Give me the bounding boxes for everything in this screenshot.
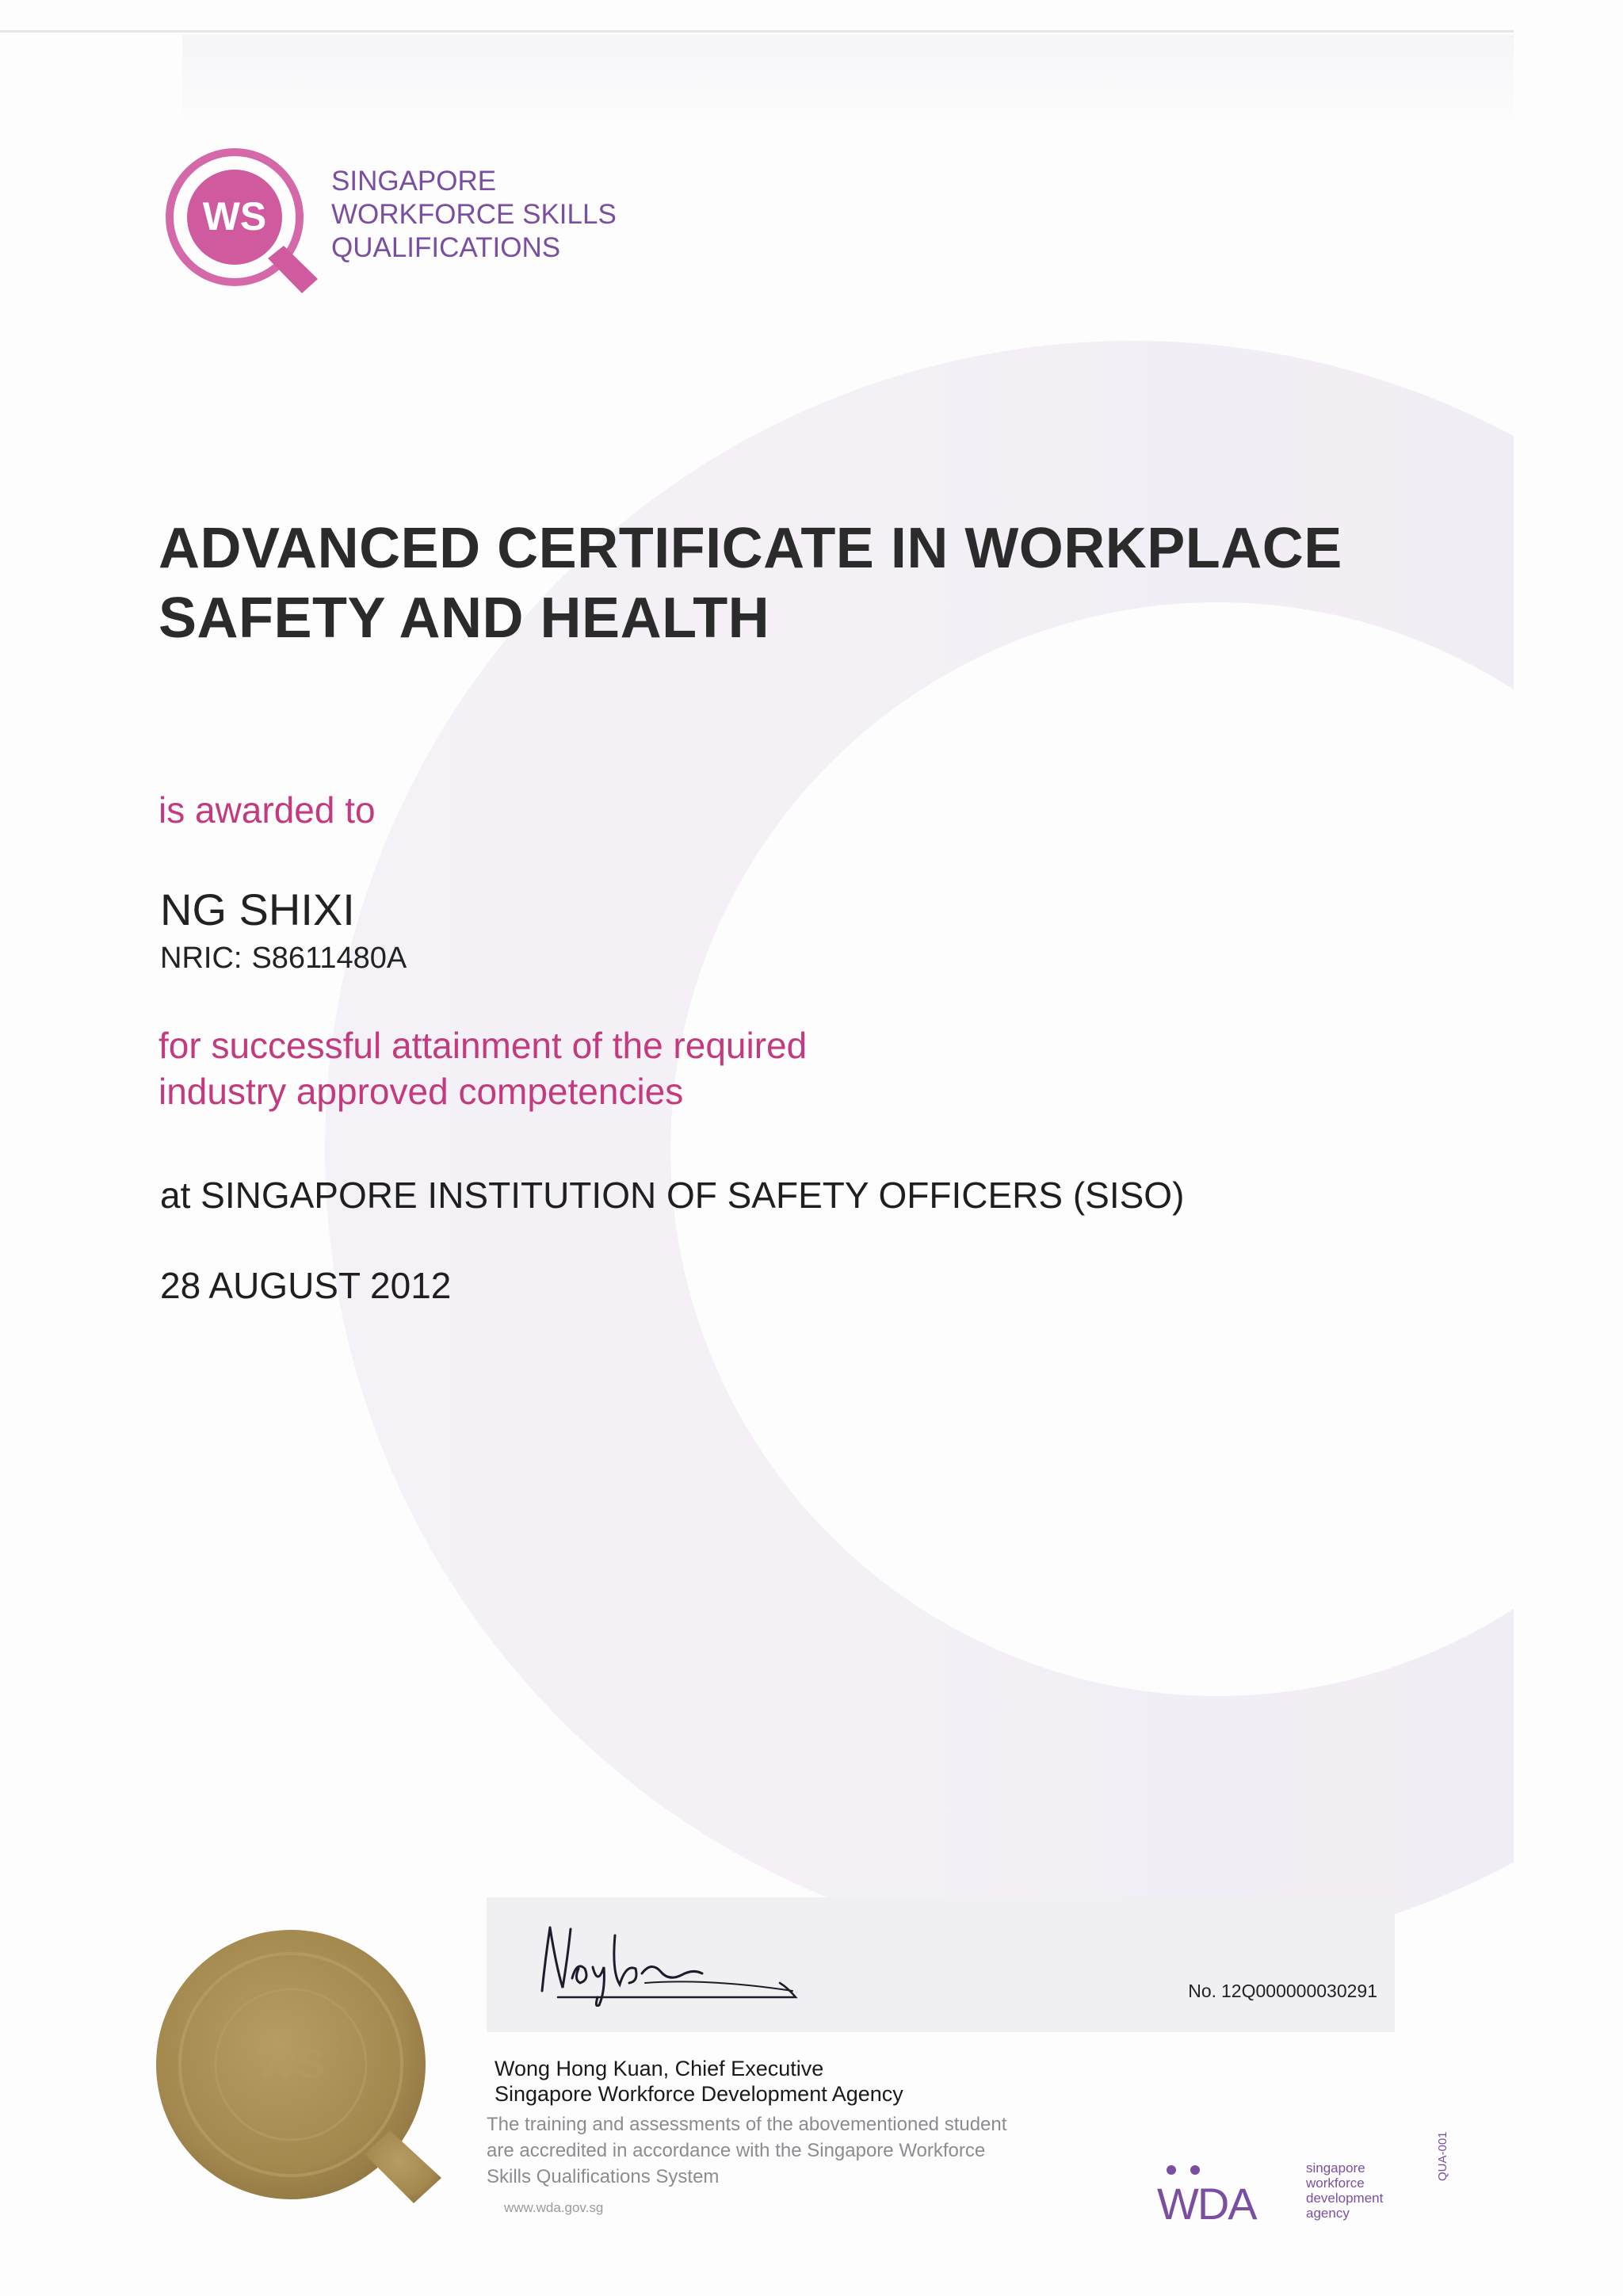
website-link: www.wda.gov.sg: [504, 2200, 604, 2215]
wda-logo-mark: [1154, 2157, 1281, 2229]
signatory-line: Singapore Workforce Development Agency: [495, 2082, 903, 2106]
accreditation-line: The training and assessments of the abovementioned student: [487, 2114, 1007, 2135]
certificate-number-value: 12Q000000030291: [1221, 1981, 1377, 2001]
certificate-title-line: SAFETY AND HEALTH: [158, 586, 770, 650]
seal-letters: WS: [256, 2040, 326, 2088]
wda-word: singapore: [1306, 2160, 1365, 2176]
recipient-nric: [160, 940, 407, 976]
wda-logo-letters: WDA: [1157, 2179, 1256, 2229]
wsq-logo-mark: [155, 139, 330, 298]
attainment-text: [158, 1022, 807, 1114]
wda-word: agency: [1306, 2206, 1350, 2221]
signature-image: [526, 1912, 819, 2007]
wsq-logo-line: QUALIFICATIONS: [331, 232, 561, 263]
wsq-logo: [155, 139, 663, 298]
signatory-block: [495, 2056, 903, 2107]
gold-seal: [152, 1926, 453, 2227]
recipient-name: NG SHIXI: [160, 884, 355, 934]
wsq-logo-line: WORKFORCE SKILLS: [331, 199, 617, 230]
nric-value: S8611480A: [251, 942, 407, 975]
form-code: QUA-001: [1436, 2131, 1449, 2181]
attainment-line: for successful attainment of the required: [158, 1025, 808, 1066]
attainment-line: industry approved competencies: [158, 1071, 684, 1112]
institution-text: at SINGAPORE INSTITUTION OF SAFETY OFFICERS (SISO): [160, 1175, 1185, 1216]
signatory-line: Wong Hong Kuan, Chief Executive: [495, 2057, 824, 2080]
wda-logo: [1154, 2157, 1392, 2229]
wda-word: workforce: [1306, 2176, 1365, 2191]
signature-panel: [487, 1897, 1395, 2032]
wsq-logo-text: [331, 165, 617, 265]
certificate-title: [158, 514, 1426, 653]
certificate-number-label: No.: [1188, 1981, 1217, 2001]
wda-word: development: [1306, 2191, 1384, 2206]
accreditation-note: [487, 2111, 1006, 2190]
awarded-to-text: is awarded to: [158, 789, 376, 831]
certificate-title-line: ADVANCED CERTIFICATE IN WORKPLACE: [158, 517, 1342, 580]
certificate-number: [1188, 1980, 1377, 2002]
wda-logo-words: [1306, 2160, 1383, 2221]
wsq-logo-letters: WS: [202, 194, 267, 239]
wsq-logo-line: SINGAPORE: [331, 166, 497, 197]
accreditation-line: are accredited in accordance with the Singapore Workforce: [487, 2140, 986, 2161]
nric-label: NRIC:: [160, 942, 242, 975]
accreditation-line: Skills Qualifications System: [487, 2166, 720, 2187]
award-date: 28 AUGUST 2012: [160, 1265, 452, 1306]
